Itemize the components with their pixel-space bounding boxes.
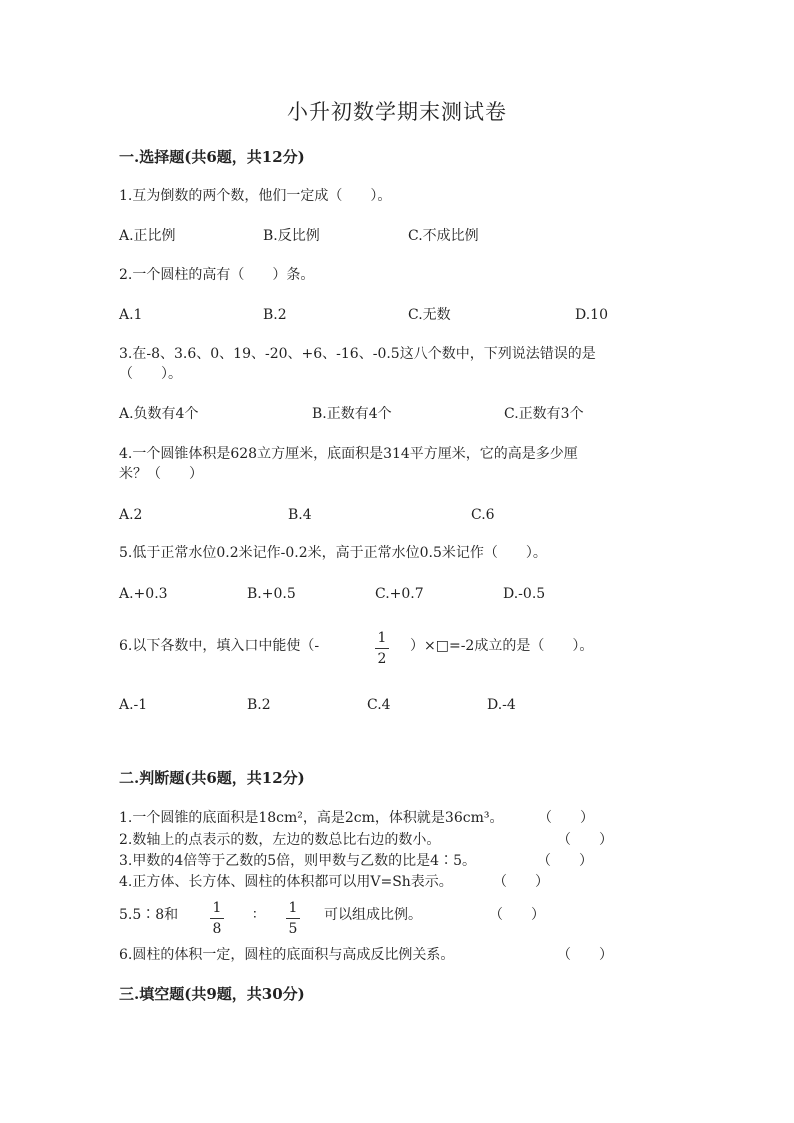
fraction-bar xyxy=(210,918,224,919)
q4-option-a: A.2 xyxy=(119,507,143,523)
q3-option-a: A.负数有4个 xyxy=(119,406,199,422)
judgment-5-fraction-1 xyxy=(207,900,227,937)
judgment-5-fraction-1-numerator: 1 xyxy=(212,900,222,916)
judgment-6-paren: （ ） xyxy=(557,947,613,963)
question-5-text: 5.低于正常水位0.2米记作-0.2米，高于正常水位0.5米记作（ ）。 xyxy=(119,545,547,561)
question-1-text: 1.互为倒数的两个数，他们一定成（ ）。 xyxy=(119,188,392,204)
judgment-5-colon: ∶ xyxy=(253,907,257,923)
question-6-text-before: 6.以下各数中，填入口中能使（- xyxy=(119,638,320,654)
judgment-4-paren: （ ） xyxy=(493,874,549,890)
judgment-5-fraction-1-denominator: 8 xyxy=(212,921,222,937)
question-4-text-line2: 米？（ ） xyxy=(119,466,203,482)
q6-option-b: B.2 xyxy=(247,697,271,713)
question-6-text-after: ）×□=-2成立的是（ ）。 xyxy=(410,638,594,654)
q4-option-c: C.6 xyxy=(471,507,495,523)
fraction-bar xyxy=(375,648,389,649)
q6-option-c: C.4 xyxy=(367,697,391,713)
section-heading-fill-in: 三.填空题(共9题，共30分) xyxy=(119,985,305,1003)
question-3-text-line1: 3.在-8、3.6、0、19、-20、+6、-16、-0.5这八个数中，下列说法错误的是 xyxy=(119,346,596,362)
q3-option-b: B.正数有4个 xyxy=(312,406,392,422)
question-2-text: 2.一个圆柱的高有（ ）条。 xyxy=(119,267,315,283)
q5-option-d: D.-0.5 xyxy=(503,586,546,602)
q2-option-a: A.1 xyxy=(119,307,143,323)
question-4-text-line1: 4.一个圆锥体积是628立方厘米，底面积是314平方厘米，它的高是多少厘 xyxy=(119,446,578,462)
judgment-5-text-after: 可以组成比例。 xyxy=(324,907,422,923)
question-3-text-line2: （ ）。 xyxy=(119,366,182,382)
judgment-1-paren: （ ） xyxy=(538,810,594,826)
judgment-5-fraction-2 xyxy=(283,900,303,937)
judgment-5-fraction-2-denominator: 5 xyxy=(288,921,298,937)
q2-option-b: B.2 xyxy=(263,307,287,323)
judgment-4-text: 4.正方体、长方体、圆柱的体积都可以用V=Sh表示。 xyxy=(119,874,453,890)
section-heading-judgment: 二.判断题(共6题，共12分) xyxy=(119,769,305,787)
q6-option-d: D.-4 xyxy=(487,697,516,713)
judgment-2-text: 2.数轴上的点表示的数，左边的数总比右边的数小。 xyxy=(119,832,441,848)
q4-option-b: B.4 xyxy=(288,507,312,523)
section-heading-choice: 一.选择题(共6题，共12分) xyxy=(119,148,305,166)
q1-option-a: A.正比例 xyxy=(119,228,176,244)
judgment-3-text: 3.甲数的4倍等于乙数的5倍，则甲数与乙数的比是4∶5。 xyxy=(119,853,476,869)
judgment-3-paren: （ ） xyxy=(537,853,593,869)
judgment-5-text-before: 5.5∶8和 xyxy=(119,907,179,923)
judgment-1-text: 1.一个圆锥的底面积是18cm²，高是2cm，体积就是36cm³。 xyxy=(119,810,504,826)
page-title: 小升初数学期末测试卷 xyxy=(287,100,507,124)
judgment-2-paren: （ ） xyxy=(557,832,613,848)
q3-option-c: C.正数有3个 xyxy=(504,406,584,422)
q6-fraction-numerator: 1 xyxy=(377,630,387,646)
fraction-bar xyxy=(286,918,300,919)
q1-option-b: B.反比例 xyxy=(263,228,320,244)
q6-option-a: A.-1 xyxy=(119,697,148,713)
q6-fraction xyxy=(372,630,392,667)
q6-fraction-denominator: 2 xyxy=(377,651,387,667)
q5-option-a: A.+0.3 xyxy=(119,586,168,602)
q2-option-c: C.无数 xyxy=(408,307,451,323)
q5-option-c: C.+0.7 xyxy=(375,586,424,602)
q1-option-c: C.不成比例 xyxy=(408,228,479,244)
judgment-6-text: 6.圆柱的体积一定，圆柱的底面积与高成反比例关系。 xyxy=(119,947,455,963)
judgment-5-fraction-2-numerator: 1 xyxy=(288,900,298,916)
judgment-5-paren: （ ） xyxy=(489,907,545,923)
q2-option-d: D.10 xyxy=(575,307,608,323)
q5-option-b: B.+0.5 xyxy=(247,586,296,602)
